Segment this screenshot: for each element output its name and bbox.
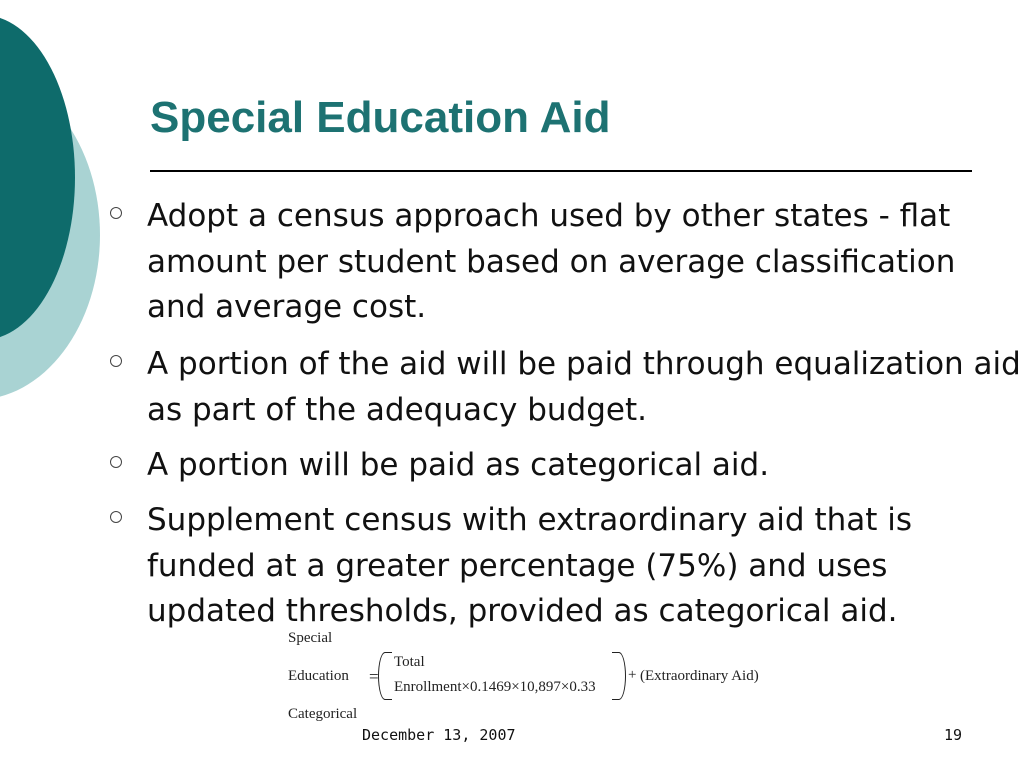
bullet-text: Supplement census with extraordinary aid that is funded at a greater percentage (75%) and uses updated thresholds, provided as categorical aid. (147, 502, 913, 629)
formula-lhs-education: Education (288, 668, 349, 684)
formula-numerator: Total (394, 654, 425, 670)
aid-formula (288, 630, 778, 725)
bullet-circle-icon (110, 355, 122, 367)
bullet-circle-icon (110, 456, 122, 468)
footer-date: December 13, 2007 (362, 726, 516, 744)
formula-extraordinary-aid: (Extraordinary Aid) (640, 668, 759, 684)
formula-right-paren (612, 652, 626, 700)
formula-equals: = (369, 667, 379, 686)
formula-denominator: Enrollment×0.1469×10,897×0.33 (394, 679, 596, 695)
formula-lhs-categorical: Categorical (288, 706, 358, 722)
bullet-circle-icon (110, 511, 122, 523)
bullet-text: Adopt a census approach used by other states - flat amount per student based on average classification and average cost. (147, 198, 956, 325)
page-number: 19 (944, 726, 963, 744)
formula-lhs-special: Special (288, 630, 333, 646)
formula-left-paren (378, 652, 392, 700)
formula-plus: + (628, 667, 637, 683)
bullet-text: A portion of the aid will be paid through equalization aid as part of the adequacy budget. (147, 346, 1021, 428)
title-divider (150, 170, 972, 172)
bullet-text: A portion will be paid as categorical aid. (147, 447, 770, 483)
bullet-circle-icon (110, 207, 122, 219)
slide-title: Special Education Aid (150, 93, 611, 142)
